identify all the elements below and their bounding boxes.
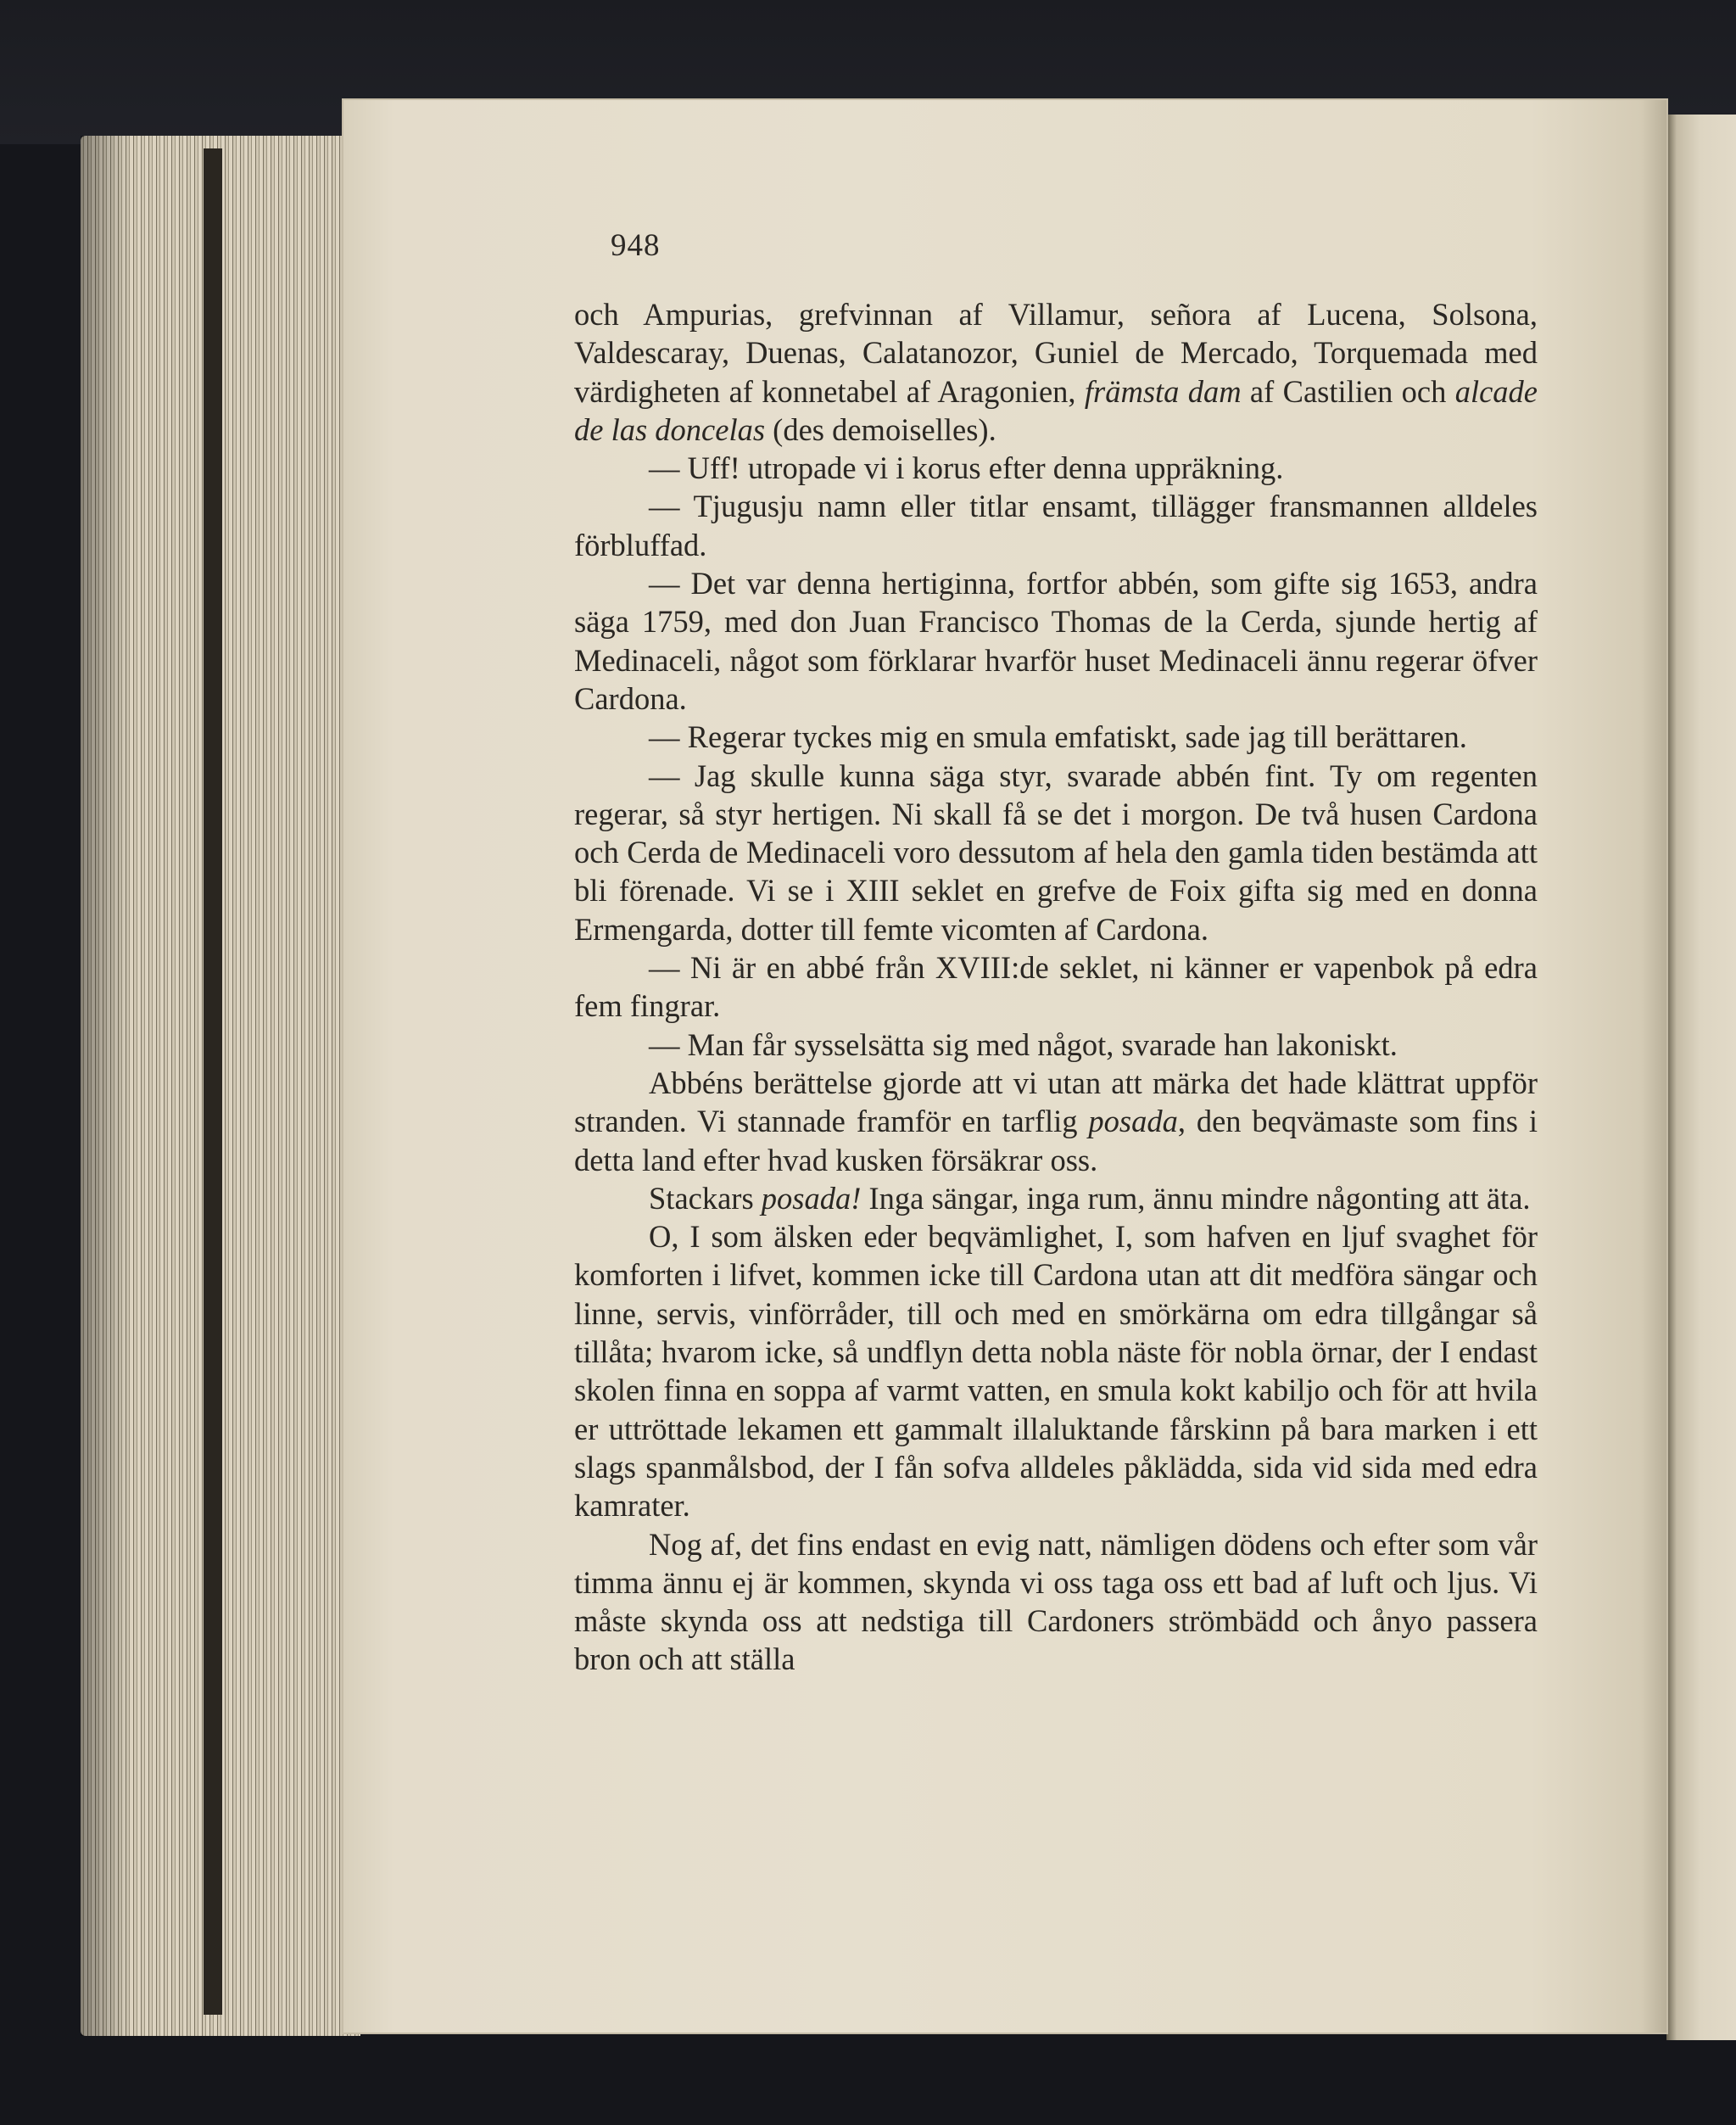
paragraph <box>574 449 1538 487</box>
paragraph <box>574 1179 1538 1217</box>
italic-text: alcade de las doncelas <box>574 373 1538 447</box>
text-segment: — Uff! utropade vi i korus efter denna uppräkning. <box>649 450 1284 486</box>
paragraph <box>574 1064 1538 1179</box>
paragraph <box>574 295 1538 449</box>
paragraph <box>574 564 1538 718</box>
italic-text: posada! <box>761 1180 862 1216</box>
paragraph <box>574 718 1538 756</box>
page-text <box>574 295 1538 1679</box>
text-segment: , den beqvämaste som fins i detta land efter hvad kusken försäkrar oss. <box>574 1104 1538 1177</box>
paragraph <box>574 1026 1538 1064</box>
text-segment: Nog af, det fins endast en evig natt, nämligen dödens och efter som vår timma ännu ej är kommen, skynda vi oss taga oss ett bad af luft och ljus. Vi måste skynda oss att nedstiga till Cardoners strömbädd och ånyo passera bron och att ställa <box>574 1526 1538 1677</box>
page-edge-shadow <box>204 148 222 2015</box>
text-segment: — Jag skulle kunna säga styr, svarade abbén fint. Ty om regenten regerar, så styr hertigen. Ni skall få se det i morgon. De två husen Cardona och Cerda de Medinaceli voro dessutom af hela den gamla tiden bestämda att bli förenade. Vi se i XIII seklet en grefve de Foix gifta sig med en donna Ermengarda, dotter till femte vicomten af Cardona. <box>574 758 1538 947</box>
text-segment: — Regerar tyckes mig en smula emfatiskt, sade jag till berättaren. <box>649 719 1467 755</box>
page-number: 948 <box>611 228 661 263</box>
paragraph <box>574 1525 1538 1679</box>
facing-page-edge <box>1666 115 1736 2040</box>
text-segment: — Ni är en abbé från XVIII:de seklet, ni känner er vapenbok på edra fem fingrar. <box>574 950 1538 1024</box>
italic-text: posada <box>1088 1104 1178 1139</box>
text-segment: — Tjugusju namn eller titlar ensamt, tillägger fransmannen alldeles förbluffad. <box>574 489 1538 562</box>
italic-text: främsta dam <box>1084 373 1242 409</box>
paragraph <box>574 948 1538 1026</box>
text-segment: Abbéns berättelse gjorde att vi utan att märka det hade klättrat uppför stranden. Vi stannade framför en tarflig <box>574 1065 1538 1139</box>
text-segment: (des demoiselles). <box>765 411 996 447</box>
text-segment: af Castilien och <box>1241 373 1455 409</box>
text-segment: — Det var denna hertiginna, fortfor abbén, som gifte sig 1653, andra säga 1759, med don Juan Francisco Thomas de la Cerda, sjunde hertig af Medinaceli, något som förklarar hvarför huset Medinaceli ännu regerar öfver Cardona. <box>574 566 1538 716</box>
paragraph <box>574 757 1538 948</box>
text-segment: Inga sängar, inga rum, ännu mindre någonting att äta. <box>861 1180 1531 1216</box>
book-edge-shadow <box>81 136 131 2036</box>
text-segment: O, I som älsken eder beqvämlighet, I, som hafven en ljuf svaghet för komforten i lifvet, kommen icke till Cardona utan att dit medföra sängar och linne, servis, vinförråder, till och med en smörkärna om edra tillgångar så tillåta; hvarom icke, så undflyn detta nobla näste för nobla örnar, der I endast skolen finna en soppa af varmt vatten, en smula kokt kabiljo och för att hvila er uttröttade lekamen ett gammalt illaluktande fårskinn på bara marken i ett slags spanmålsbod, der I fån sofva alldeles påklädda, sida vid sida med edra kamrater. <box>574 1219 1538 1524</box>
text-segment: — Man får sysselsätta sig med något, svarade han lakoniskt. <box>649 1026 1398 1062</box>
text-segment: och Ampurias, grefvinnan af Villamur, señora af Lucena, Solsona, Valdescaray, Duenas, Calatanozor, Guniel de Mercado, Torquemada med värdigheten af konnetabel af Aragonien, <box>574 297 1538 409</box>
text-segment: Stackars <box>649 1180 762 1216</box>
paragraph <box>574 487 1538 564</box>
paragraph <box>574 1217 1538 1524</box>
